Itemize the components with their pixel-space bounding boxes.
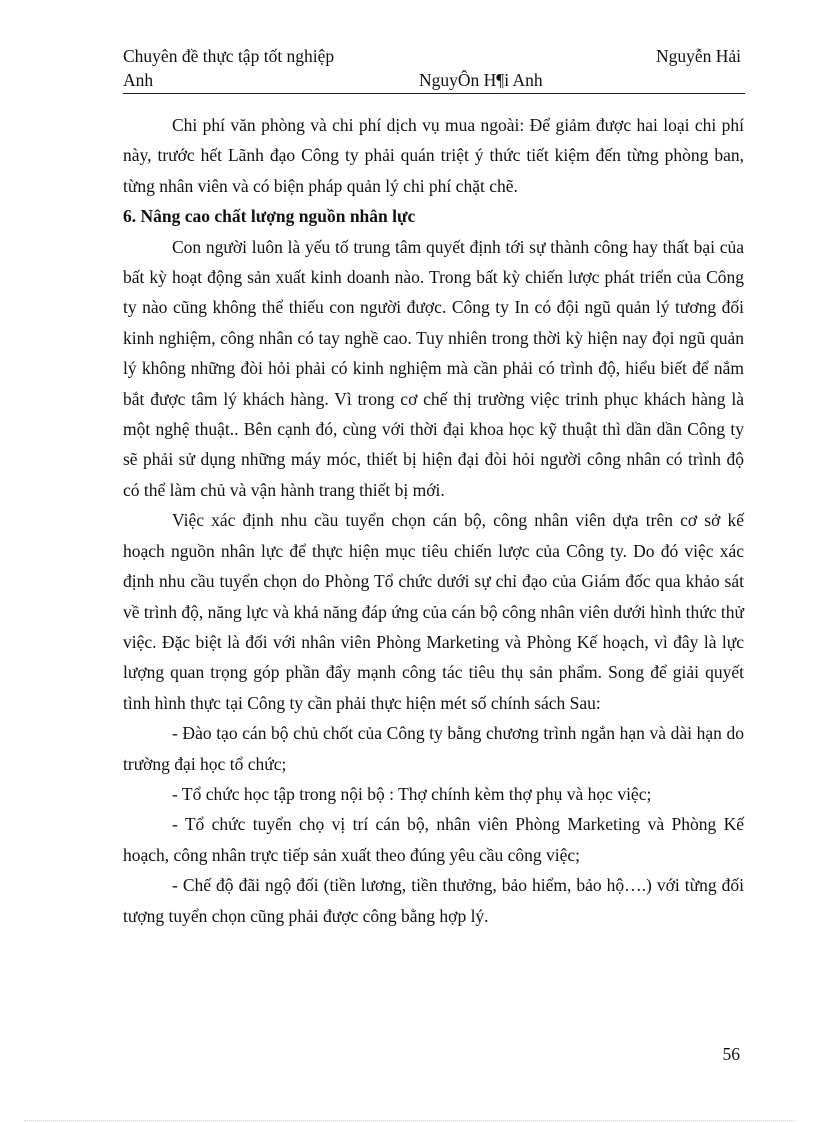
- page-header: [123, 44, 745, 92]
- section-heading: 6. Nâng cao chất lượng nguồn nhân lực: [123, 206, 416, 227]
- bullet-compensation: - Chế độ đãi ngộ đối (tiền lương, tiền thưởng, bảo hiểm, bảo hộ….) với từng đối tượng tuyển chọn cũng phải được công bằng hợp lý.: [123, 875, 744, 926]
- document-body: [123, 110, 744, 931]
- paragraph-recruitment: Việc xác định nhu cầu tuyển chọn cán bộ, công nhân viên dựa trên cơ sở kế hoạch nguồn nhân lực để thực hiện mục tiêu chiến lược của Công ty. Do đó việc xác định nhu cầu tuyển chọn do Phòng Tổ chức dưới sự chỉ đạo của Giám đốc qua khảo sát về trình độ, năng lực và khả năng đáp ứng của cán bộ công nhân viên dưới hình thức thử việc. Đặc biệt là đối với nhân viên Phòng Marketing và Phòng Kế hoạch, vì đây là lực lượng quan trọng góp phần đẩy mạnh công tác tiêu thụ sản phẩm. Song để giải quyết tình hình thực tại Công ty cần phải thực hiện mét số chính sách Sau:: [123, 510, 744, 713]
- page-bottom-divider: [24, 1120, 794, 1121]
- header-author-continued: Anh: [123, 70, 154, 90]
- header-author: Nguyễn Hải: [655, 46, 741, 66]
- paragraph-office-costs: Chi phí văn phòng và chi phí dịch vụ mua ngoài: Để giảm được hai loại chi phí này, trước hết Lãnh đạo Công ty phải quán triệt ý thức tiết kiệm đến từng phòng ban, từng nhân viên và có biện pháp quản lý chi phí chặt chẽ.: [123, 115, 744, 196]
- bullet-training: - Đào tạo cán bộ chủ chốt của Công ty bằng chương trình ngắn hạn và dài hạn do trường đại học tổ chức;: [123, 723, 744, 774]
- header-divider: [123, 93, 745, 94]
- paragraph-human-factor: Con người luôn là yếu tố trung tâm quyết định tới sự thành công hay thất bại của bất kỳ hoạt động sản xuất kinh doanh nào. Trong bất kỳ chiến lược phát triển của Công ty nào cũng không thể thiếu con người được. Công ty In có đội ngũ quản lý tương đối kinh nghiệm, công nhân có tay nghề cao. Tuy nhiên trong thời kỳ hiện nay đọi ngũ quản lý không những đòi hỏi phải có kinh nghiệm mà cần phải có trình độ, hiểu biết để nắm bắt được tâm lý khách hàng. Vì trong cơ chế thị trường việc trinh phục khách hàng là một nghệ thuật.. Bên cạnh đó, cùng với thời đại khoa học kỹ thuật thì dần dần Công ty sẽ phải sử dụng những máy móc, thiết bị hiện đại đòi hỏi người công nhân có trình độ có thể làm chủ và vận hành trang thiết bị mới.: [123, 236, 744, 500]
- header-title: Chuyên đề thực tập tốt nghiệp: [123, 46, 335, 66]
- bullet-internal-learning: - Tổ chức học tập trong nội bộ : Thợ chính kèm thợ phụ và học việc;: [172, 783, 652, 804]
- page-number: 56: [722, 1044, 740, 1064]
- bullet-recruit-positions: - Tổ chức tuyển chọ vị trí cán bộ, nhân viên Phòng Marketing và Phòng Kế hoạch, công nhân trực tiếp sản xuất theo đúng yêu cầu công việc;: [123, 814, 744, 865]
- header-author-encoded: NguyÔn H¶i Anh: [419, 70, 543, 90]
